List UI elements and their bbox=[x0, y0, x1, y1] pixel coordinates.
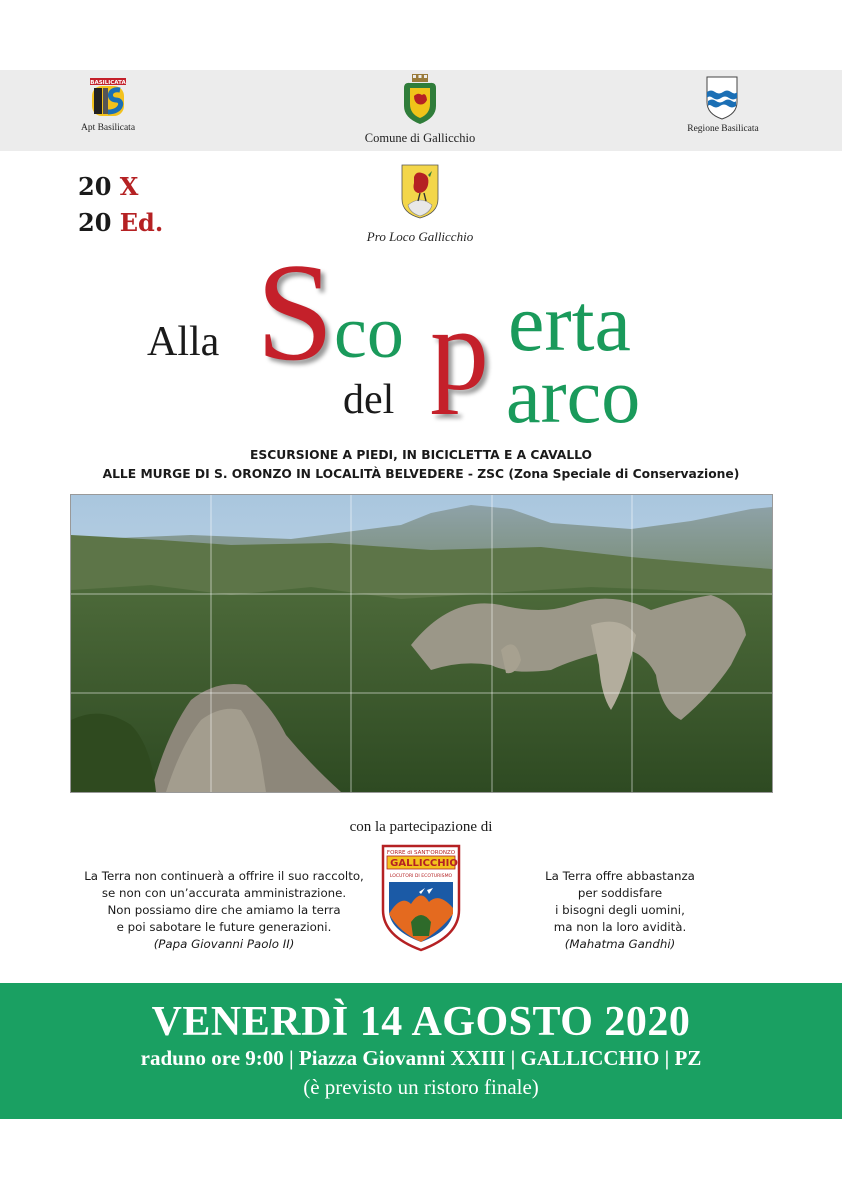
quote-left-line: se non con un’accurata amministrazione. bbox=[101, 886, 347, 900]
participation-label: con la partecipazione di bbox=[349, 819, 493, 835]
comune-caption: Comune di Gallicchio bbox=[364, 131, 476, 145]
pro-loco-logo bbox=[400, 163, 440, 219]
edition-roman: X bbox=[119, 172, 139, 201]
quote-right-line: per soddisfare bbox=[577, 886, 663, 900]
event-meeting-info: raduno ore 9:00 | Piazza Giovanni XXIII | GALLICCHIO | PZ bbox=[140, 1046, 702, 1070]
regione-caption: Regione Basilicata bbox=[687, 124, 759, 134]
quote-left-line: Non possiamo dire che amiamo la terra bbox=[107, 903, 341, 917]
title-erta: erta bbox=[508, 277, 631, 368]
title-arco: arco bbox=[506, 352, 641, 439]
quote-left-author: (Papa Giovanni Paolo II) bbox=[153, 937, 295, 951]
quote-left-line: e poi sabotare le future generazioni. bbox=[116, 920, 332, 934]
subtitle-line-2: ALLE MURGE DI S. ORONZO IN LOCALITÀ BELVEDERE - ZSC (Zona Speciale di Conservazione) bbox=[102, 467, 740, 481]
quote-right-line: i bisogni degli uomini, bbox=[555, 903, 685, 917]
quote-left-line: La Terra non continuerà a offrire il suo raccolto, bbox=[84, 869, 364, 883]
apt-logo-text: BASILICATA bbox=[90, 80, 126, 86]
badge-sub-text: LOCUTORI DI ECOTURISMO bbox=[389, 874, 453, 879]
comune-crest-logo bbox=[400, 74, 440, 126]
badge-top-text: FORRE di SANT'ORONZO bbox=[386, 850, 456, 856]
edition-line-2 bbox=[78, 208, 163, 237]
edition-number-1: 20 bbox=[78, 172, 112, 201]
quote-right-author: (Mahatma Gandhi) bbox=[564, 937, 676, 951]
regione-basilicata-logo bbox=[706, 76, 738, 120]
quote-right-line: ma non la loro avidità. bbox=[553, 920, 687, 934]
title-letter-p: p bbox=[430, 284, 489, 415]
title-del: del bbox=[343, 377, 395, 423]
title-alla: Alla bbox=[147, 319, 220, 365]
edition-ed: Ed. bbox=[119, 208, 164, 237]
quote-left bbox=[78, 868, 370, 953]
quote-right bbox=[520, 868, 720, 953]
landscape-photo bbox=[70, 494, 773, 793]
quote-right-line: La Terra offre abbastanza bbox=[545, 869, 695, 883]
title-letter-s: S bbox=[256, 235, 334, 390]
subtitle-line-1: ESCURSIONE A PIEDI, IN BICICLETTA E A CAVALLO bbox=[249, 448, 593, 462]
edition-number-2: 20 bbox=[78, 208, 112, 237]
pro-loco-caption: Pro Loco Gallicchio bbox=[366, 229, 474, 244]
edition-line-1 bbox=[78, 172, 138, 201]
title-co: co bbox=[334, 292, 404, 374]
event-note: (è previsto un ristoro finale) bbox=[303, 1075, 539, 1099]
event-date: VENERDÌ 14 AGOSTO 2020 bbox=[151, 999, 691, 1045]
badge-name-text: GALLICCHIO bbox=[390, 858, 458, 869]
forre-gallicchio-badge bbox=[381, 844, 461, 952]
apt-basilicata-logo bbox=[90, 78, 126, 118]
apt-caption: Apt Basilicata bbox=[80, 123, 136, 133]
